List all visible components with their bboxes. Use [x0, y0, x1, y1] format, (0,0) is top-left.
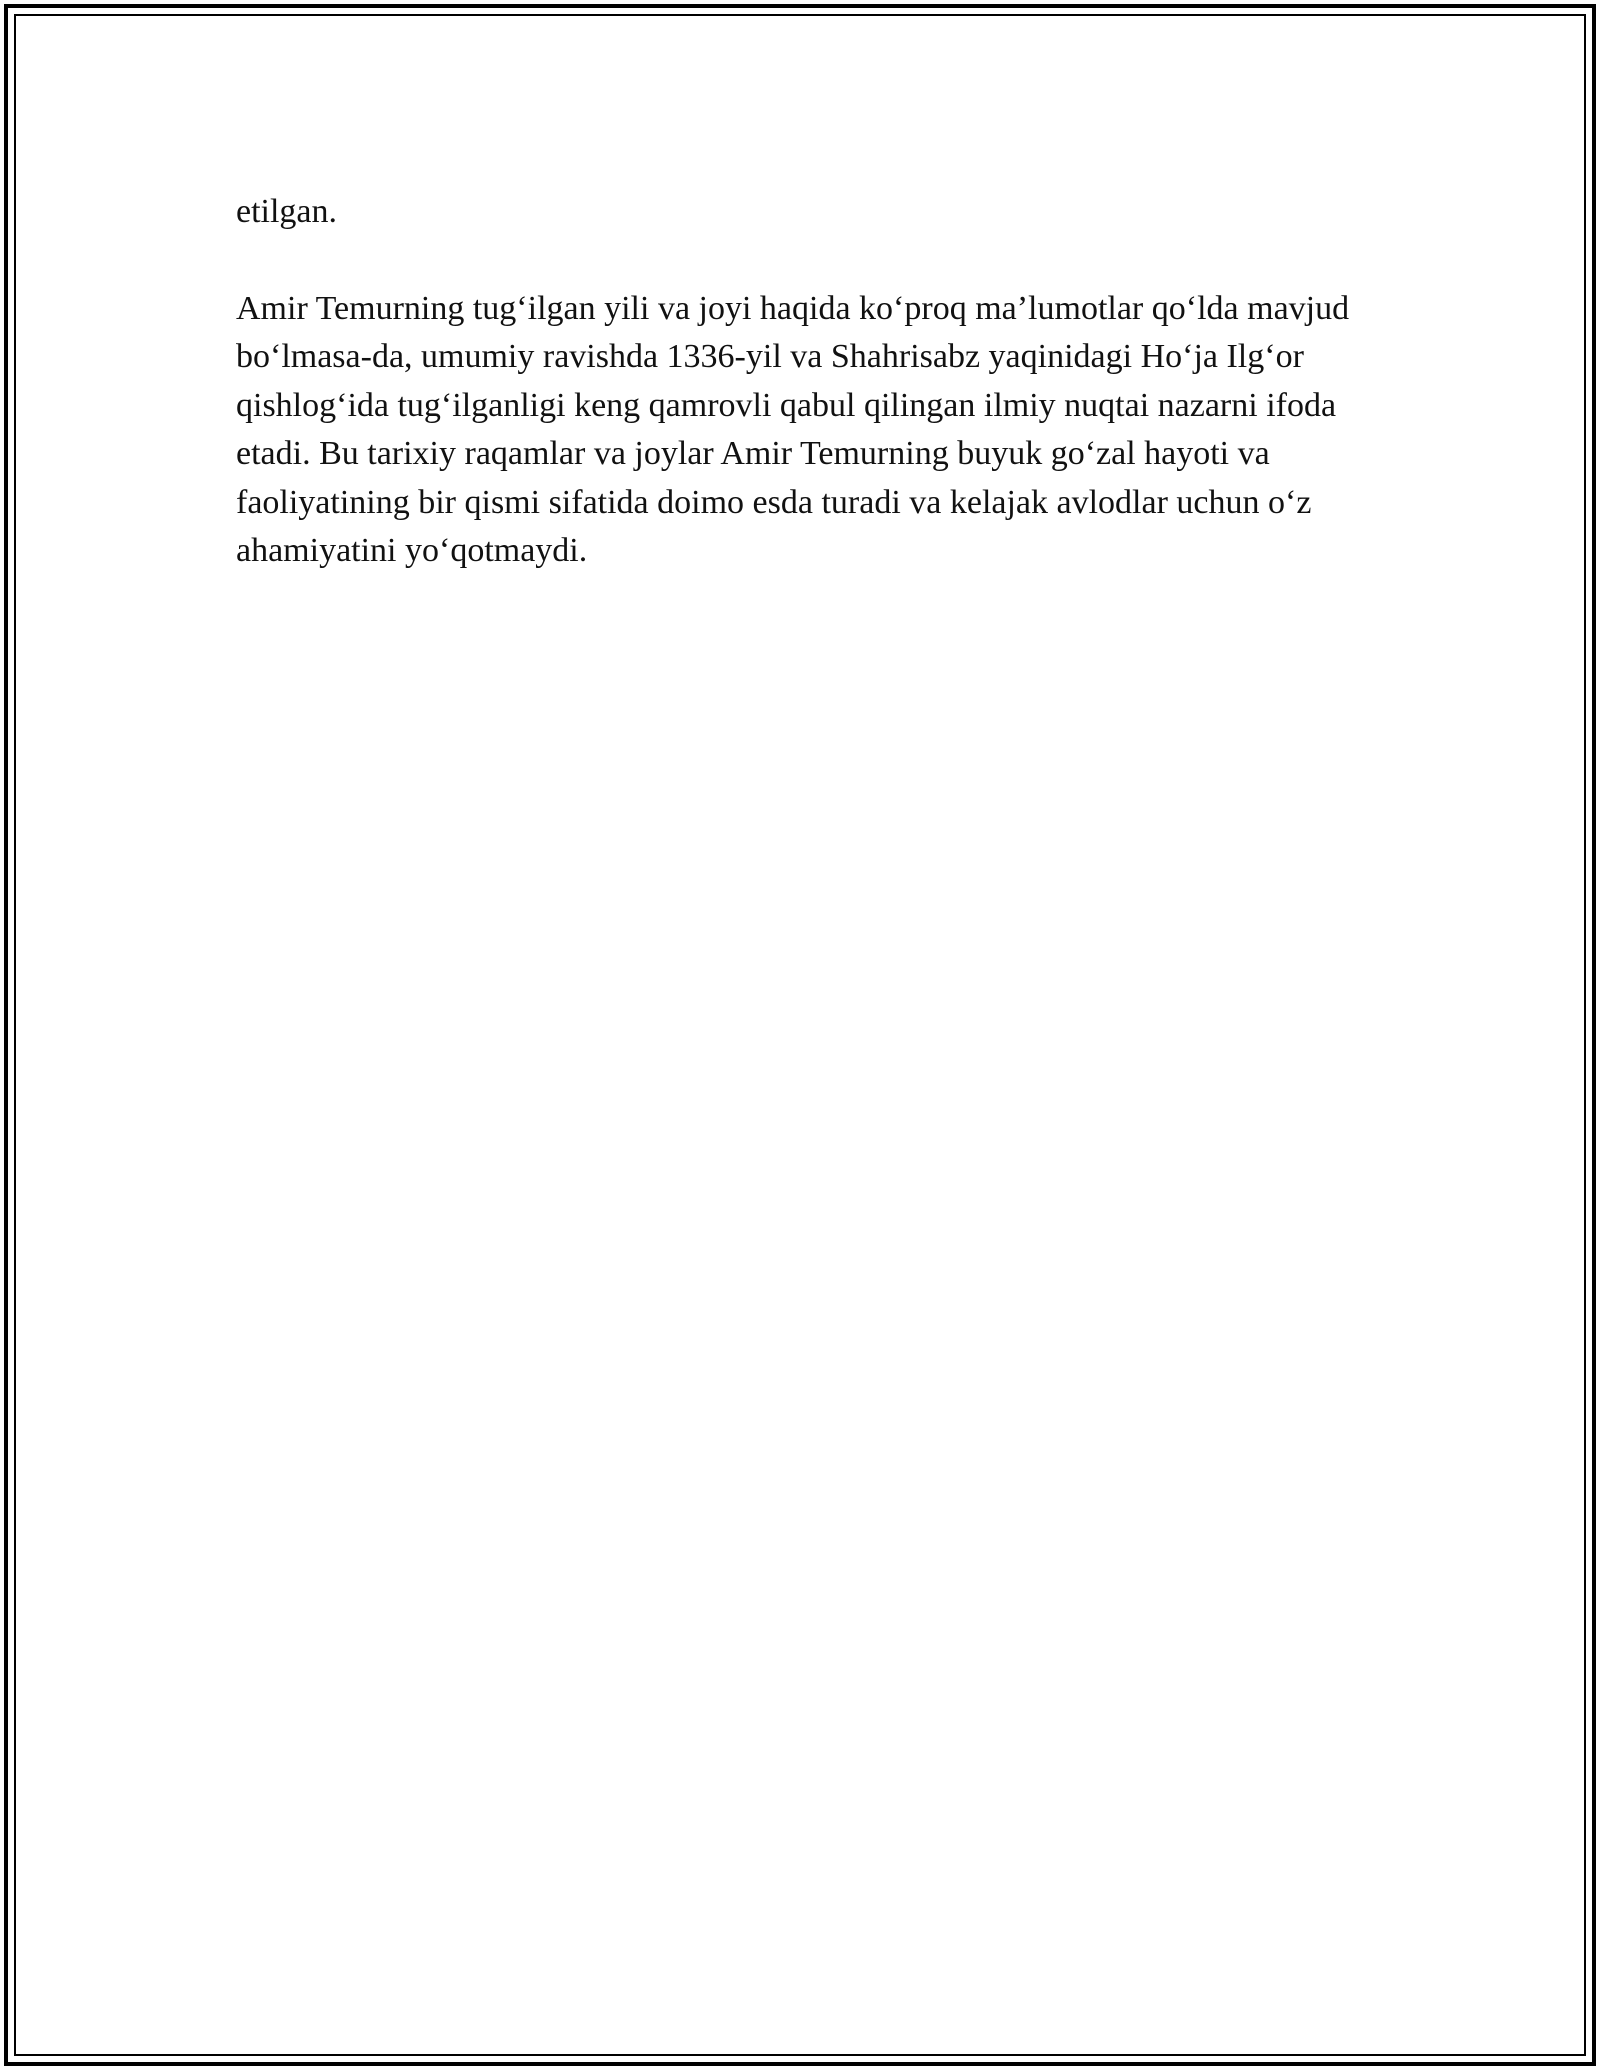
page-content: [236, 188, 1356, 576]
paragraph-body: Amir Temurning tug‘ilgan yili va joyi haqida ko‘proq ma’lumotlar qo‘lda mavjud bo‘lmasa-da, umumiy ravishda 1336-yil va Shahrisabz yaqinidagi Ho‘ja Ilg‘or qishlog‘ida tug‘ilganligi keng qamrovli qabul qilingan ilmiy nuqtai nazarni ifoda etadi. Bu tarixiy raqamlar va joylar Amir Temurning buyuk go‘zal hayoti va faoliyatining bir qismi sifatida doimo esda turadi va kelajak avlodlar uchun o‘z ahamiyatini yo‘qotmaydi.: [236, 289, 1350, 569]
paragraph-continuation: etilgan.: [236, 193, 338, 230]
